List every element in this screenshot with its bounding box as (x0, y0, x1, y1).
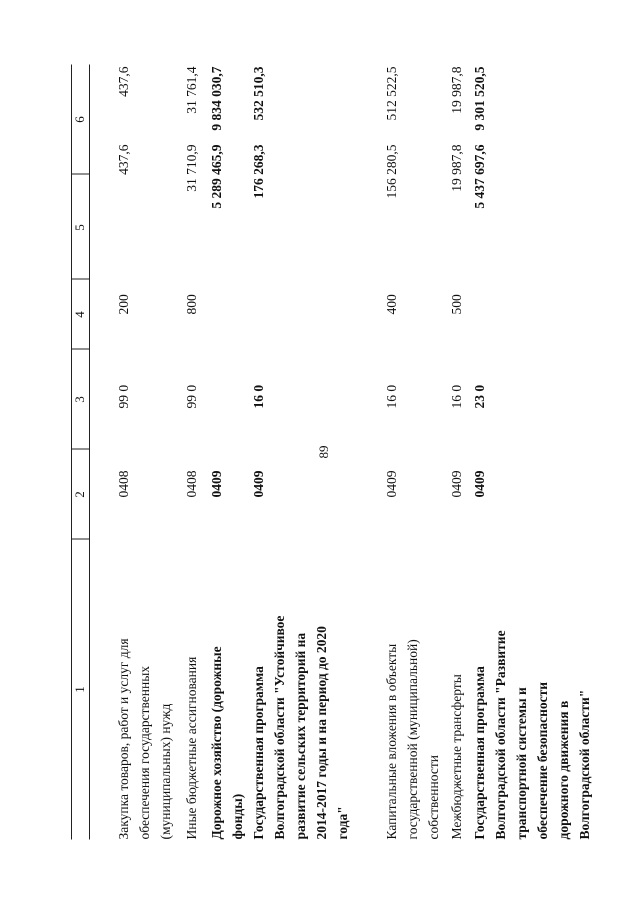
row-section-code: 0409 (384, 470, 399, 498)
row-expense-type: 500 (449, 294, 464, 315)
row-amount-1: 437,6 (116, 144, 131, 175)
row-target-code: 16 0 (384, 384, 399, 409)
budget-table (71, 65, 621, 840)
row-amount-2: 9 834 030,7 (209, 66, 224, 131)
row-target-code: 99 0 (184, 384, 199, 409)
row-name: Иные бюджетные ассигнования (184, 656, 199, 840)
row-section-code: 0408 (184, 470, 199, 498)
row-amount-2: 512 522,5 (384, 66, 399, 121)
header-separator (71, 279, 89, 280)
row-amount-2: 19 987,8 (449, 66, 464, 114)
row-name: Межбюджетные трансферты (449, 674, 464, 840)
row-target-code: 16 0 (251, 384, 266, 409)
table-header-rule (89, 65, 90, 840)
column-number-1: 1 (72, 686, 87, 693)
row-amount-1: 19 987,8 (449, 144, 464, 192)
row-section-code: 0409 (251, 470, 266, 498)
column-number-3: 3 (72, 396, 87, 403)
row-name: Капитальные вложения в объекты государственной (муниципальной) собственности (384, 639, 441, 840)
row-target-code: 99 0 (116, 384, 131, 409)
row-name: Дорожное хозяйство (дорожные фонды) (209, 646, 245, 840)
header-separator (71, 449, 89, 450)
row-amount-2: 9 301 520,5 (472, 66, 487, 131)
column-number-6: 6 (72, 116, 87, 123)
row-amount-1: 156 280,5 (384, 144, 399, 199)
page-number: 89 (316, 445, 331, 459)
row-amount-1: 176 268,3 (251, 144, 266, 199)
row-amount-1: 31 710,9 (184, 144, 199, 192)
row-target-code: 16 0 (449, 384, 464, 409)
header-separator (71, 539, 89, 540)
table-top-rule (71, 65, 72, 840)
row-name: Государственная программа Волгоградской области "Развитие транспортной системы и обеспечение безопасности дорожного движения в Волгоградской области" (472, 630, 592, 840)
row-amount-2: 31 761,4 (184, 66, 199, 114)
column-number-2: 2 (72, 491, 87, 498)
row-section-code: 0409 (472, 470, 487, 498)
row-expense-type: 800 (184, 294, 199, 315)
row-section-code: 0408 (116, 470, 131, 498)
header-separator (71, 349, 89, 350)
column-number-4: 4 (72, 311, 87, 318)
column-number-5: 5 (72, 224, 87, 231)
row-section-code: 0409 (449, 470, 464, 498)
row-amount-2: 532 510,3 (251, 66, 266, 121)
row-section-code: 0409 (209, 470, 224, 498)
row-target-code: 23 0 (472, 384, 487, 409)
row-amount-1: 5 437 697,6 (472, 144, 487, 209)
row-expense-type: 200 (116, 294, 131, 315)
row-name: Государственная программа Волгоградской области "Устойчивое развитие сельских территорий на 2014-2017 годы и на период до 2020 года" (251, 615, 350, 840)
row-expense-type: 400 (384, 294, 399, 315)
header-separator (71, 174, 89, 175)
row-amount-2: 437,6 (116, 66, 131, 97)
row-amount-1: 5 289 465,9 (209, 144, 224, 209)
row-name: Закупка товаров, работ и услуг для обеспечения государственных (муниципальных) нужд (116, 638, 173, 840)
